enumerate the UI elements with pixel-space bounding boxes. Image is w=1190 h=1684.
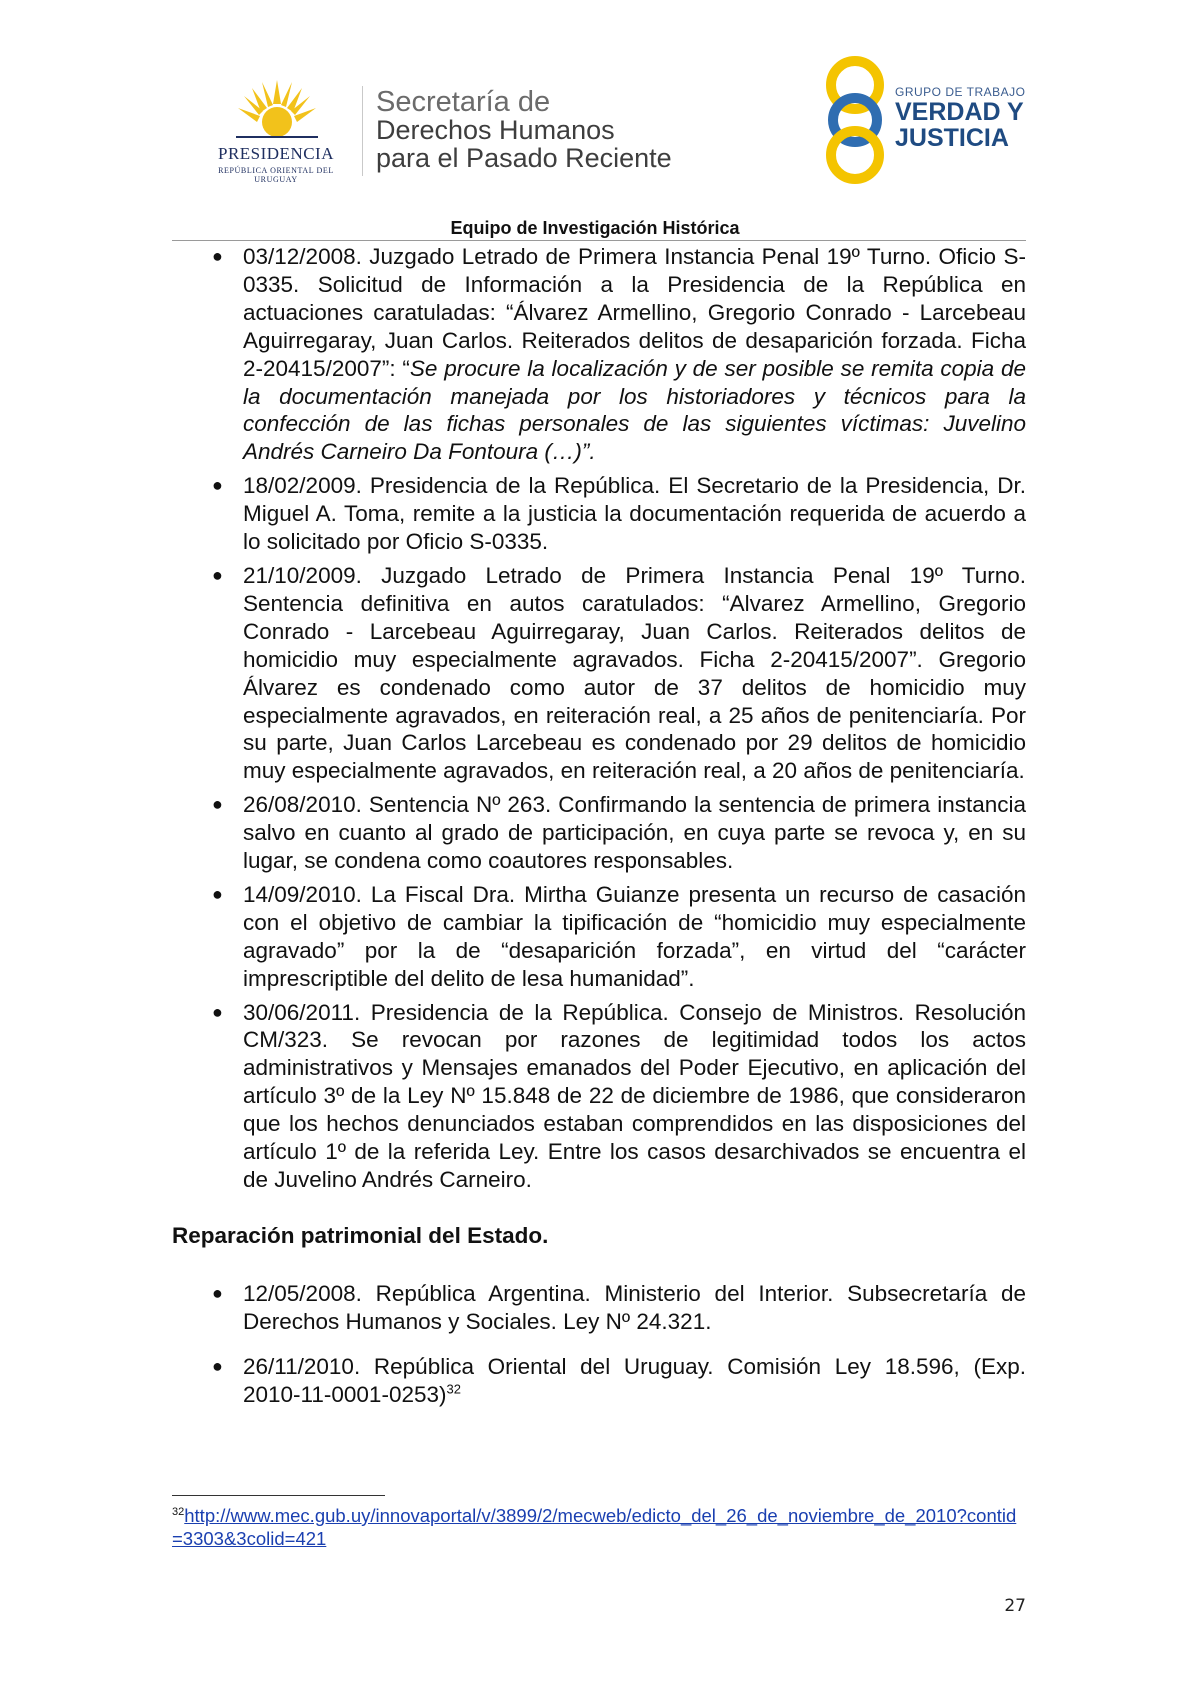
verdad-justicia-text bbox=[895, 85, 1025, 151]
bullet-icon: ● bbox=[212, 1282, 223, 1303]
page-header bbox=[0, 0, 1190, 238]
item-text: 18/02/2009. Presidencia de la República. El Secretario de la Presidencia, Dr. Miguel A. Toma, remite a la justicia la documentación requerida de acuerdo a lo solicitado por Oficio S-0335. bbox=[243, 473, 1026, 555]
section-heading: Reparación patrimonial del Estado. bbox=[172, 1222, 549, 1248]
list-item bbox=[172, 1353, 1026, 1409]
list-item bbox=[172, 562, 1026, 785]
list-item bbox=[172, 881, 1026, 993]
item-text: 30/06/2011. Presidencia de la República. Consejo de Ministros. Resolución CM/323. Se revocan por razones de legitimidad todos los actos administrativos y Mensajes emanados del Poder Ejecutivo, en aplicación del artículo 3º de la Ley Nº 15.848 de 22 de diciembre de 1986, que consideraron que los hechos denunciados estaban comprendidos en las disposiciones del artículo 1º de la referida Ley. Entre los casos desarchivados se encuentra el de Juvelino Andrés Carneiro. bbox=[243, 999, 1026, 1192]
secretaria-line-2: Derechos Humanos bbox=[376, 115, 615, 145]
grupo-line-2: VERDAD Y bbox=[895, 98, 1024, 126]
reparation-list bbox=[172, 1280, 1026, 1409]
bullet-icon: ● bbox=[212, 794, 223, 815]
presidencia-label: PRESIDENCIA bbox=[217, 144, 334, 163]
footnote bbox=[172, 1504, 1026, 1550]
bullet-icon: ● bbox=[212, 883, 223, 904]
presidencia-sub-label: REPÚBLICA ORIENTAL DEL URUGUAY bbox=[218, 166, 334, 184]
item-quote: Se procure la localización y de ser posible se remita copia de la documentación manejada por los historiadores y técnicos para la confección de las fichas personales de las siguientes víctimas: Juvelino Andrés Carneiro Da Fontoura (…)”. bbox=[243, 355, 1027, 465]
item-text: 26/08/2010. Sentencia Nº 263. Confirmando la sentencia de primera instancia salvo en cuanto al grado de participación, en cuya parte se revoca y, en su lugar, se condena como coautores responsables. bbox=[243, 792, 1026, 874]
list-item bbox=[172, 243, 1026, 466]
grupo-line-1: GRUPO DE TRABAJO bbox=[895, 85, 1026, 99]
team-title: Equipo de Investigación Histórica bbox=[450, 218, 740, 238]
bullet-icon: ● bbox=[212, 564, 223, 585]
bullet-icon: ● bbox=[212, 1355, 223, 1376]
item-text: 26/11/2010. República Oriental del Uruguay. Comisión Ley 18.596, (Exp. 2010-11-0001-0253) bbox=[243, 1353, 1026, 1407]
secretaria-line-3: para el Pasado Reciente bbox=[376, 143, 672, 173]
page-number: 27 bbox=[1004, 1596, 1026, 1616]
grupo-line-3: JUSTICIA bbox=[895, 124, 1009, 152]
list-item bbox=[172, 999, 1026, 1194]
header-rule bbox=[172, 240, 1026, 241]
bullet-icon: ● bbox=[212, 475, 223, 496]
list-item bbox=[172, 1280, 1026, 1336]
item-text: 03/12/2008. Juzgado Letrado de Primera Instancia Penal 19º Turno. Oficio S-0335. Solicitud de Información a la Presidencia de la República en actuaciones caratuladas: “Álvarez Armellino, Gregorio Conrado - Larcebeau Aguirregaray, Juan Carlos. Reiterados delitos de desaparición forzada. Ficha 2-20415/2007”: “ bbox=[243, 244, 1026, 381]
list-item bbox=[172, 472, 1026, 556]
footnote-ref[interactable]: 32 bbox=[446, 1381, 461, 1397]
secretaria-title bbox=[376, 88, 672, 172]
footnote-number: 32 bbox=[172, 1505, 185, 1518]
verdad-justicia-logo bbox=[820, 55, 1030, 185]
list-item bbox=[172, 791, 1026, 875]
rings-icon bbox=[820, 55, 890, 185]
bullet-icon: ● bbox=[212, 1001, 223, 1022]
item-text: 14/09/2010. La Fiscal Dra. Mirtha Guianze presenta un recurso de casación con el objetivo de cambiar la tipificación de “homicidio muy especialmente agravado” por la de “desaparición forzada”, en virtud del “carácter imprescriptible del delito de lesa humanidad”. bbox=[243, 881, 1026, 991]
header-divider bbox=[362, 86, 363, 176]
presidencia-logo bbox=[196, 78, 356, 184]
footnote-link[interactable]: http://www.mec.gub.uy/innovaportal/v/3899/2/mecweb/edicto_del_26_de_noviembre_de_2010?contid=3303&3colid=421 bbox=[172, 1505, 1017, 1549]
chronology-list bbox=[172, 243, 1026, 1194]
footnote-rule bbox=[172, 1495, 385, 1496]
item-text: 12/05/2008. República Argentina. Ministerio del Interior. Subsecretaría de Derechos Humanos y Sociales. Ley Nº 24.321. bbox=[243, 1280, 1026, 1334]
secretaria-line-1: Secretaría de bbox=[376, 86, 551, 118]
item-text: 21/10/2009. Juzgado Letrado de Primera Instancia Penal 19º Turno. Sentencia definitiva en autos caratulados: “Alvarez Armellino, Gregorio Conrado - Larcebeau Aguirregaray, Juan Carlos. Reiterados delitos de homicidio muy especialmente agravados. Ficha 2-20415/2007”. Gregorio Álvarez es condenado como autor de 37 delitos de homicidio muy especialmente agravados, en reiteración real, a 25 años de penitenciaría. Por su parte, Juan Carlos Larcebeau es condenado por 29 delitos de homicidio muy especialmente agravados, en reiteración real, a 20 años de penitenciaría. bbox=[243, 562, 1026, 784]
sun-icon bbox=[236, 78, 318, 148]
bullet-icon: ● bbox=[212, 246, 223, 266]
document-body bbox=[172, 243, 1026, 1426]
